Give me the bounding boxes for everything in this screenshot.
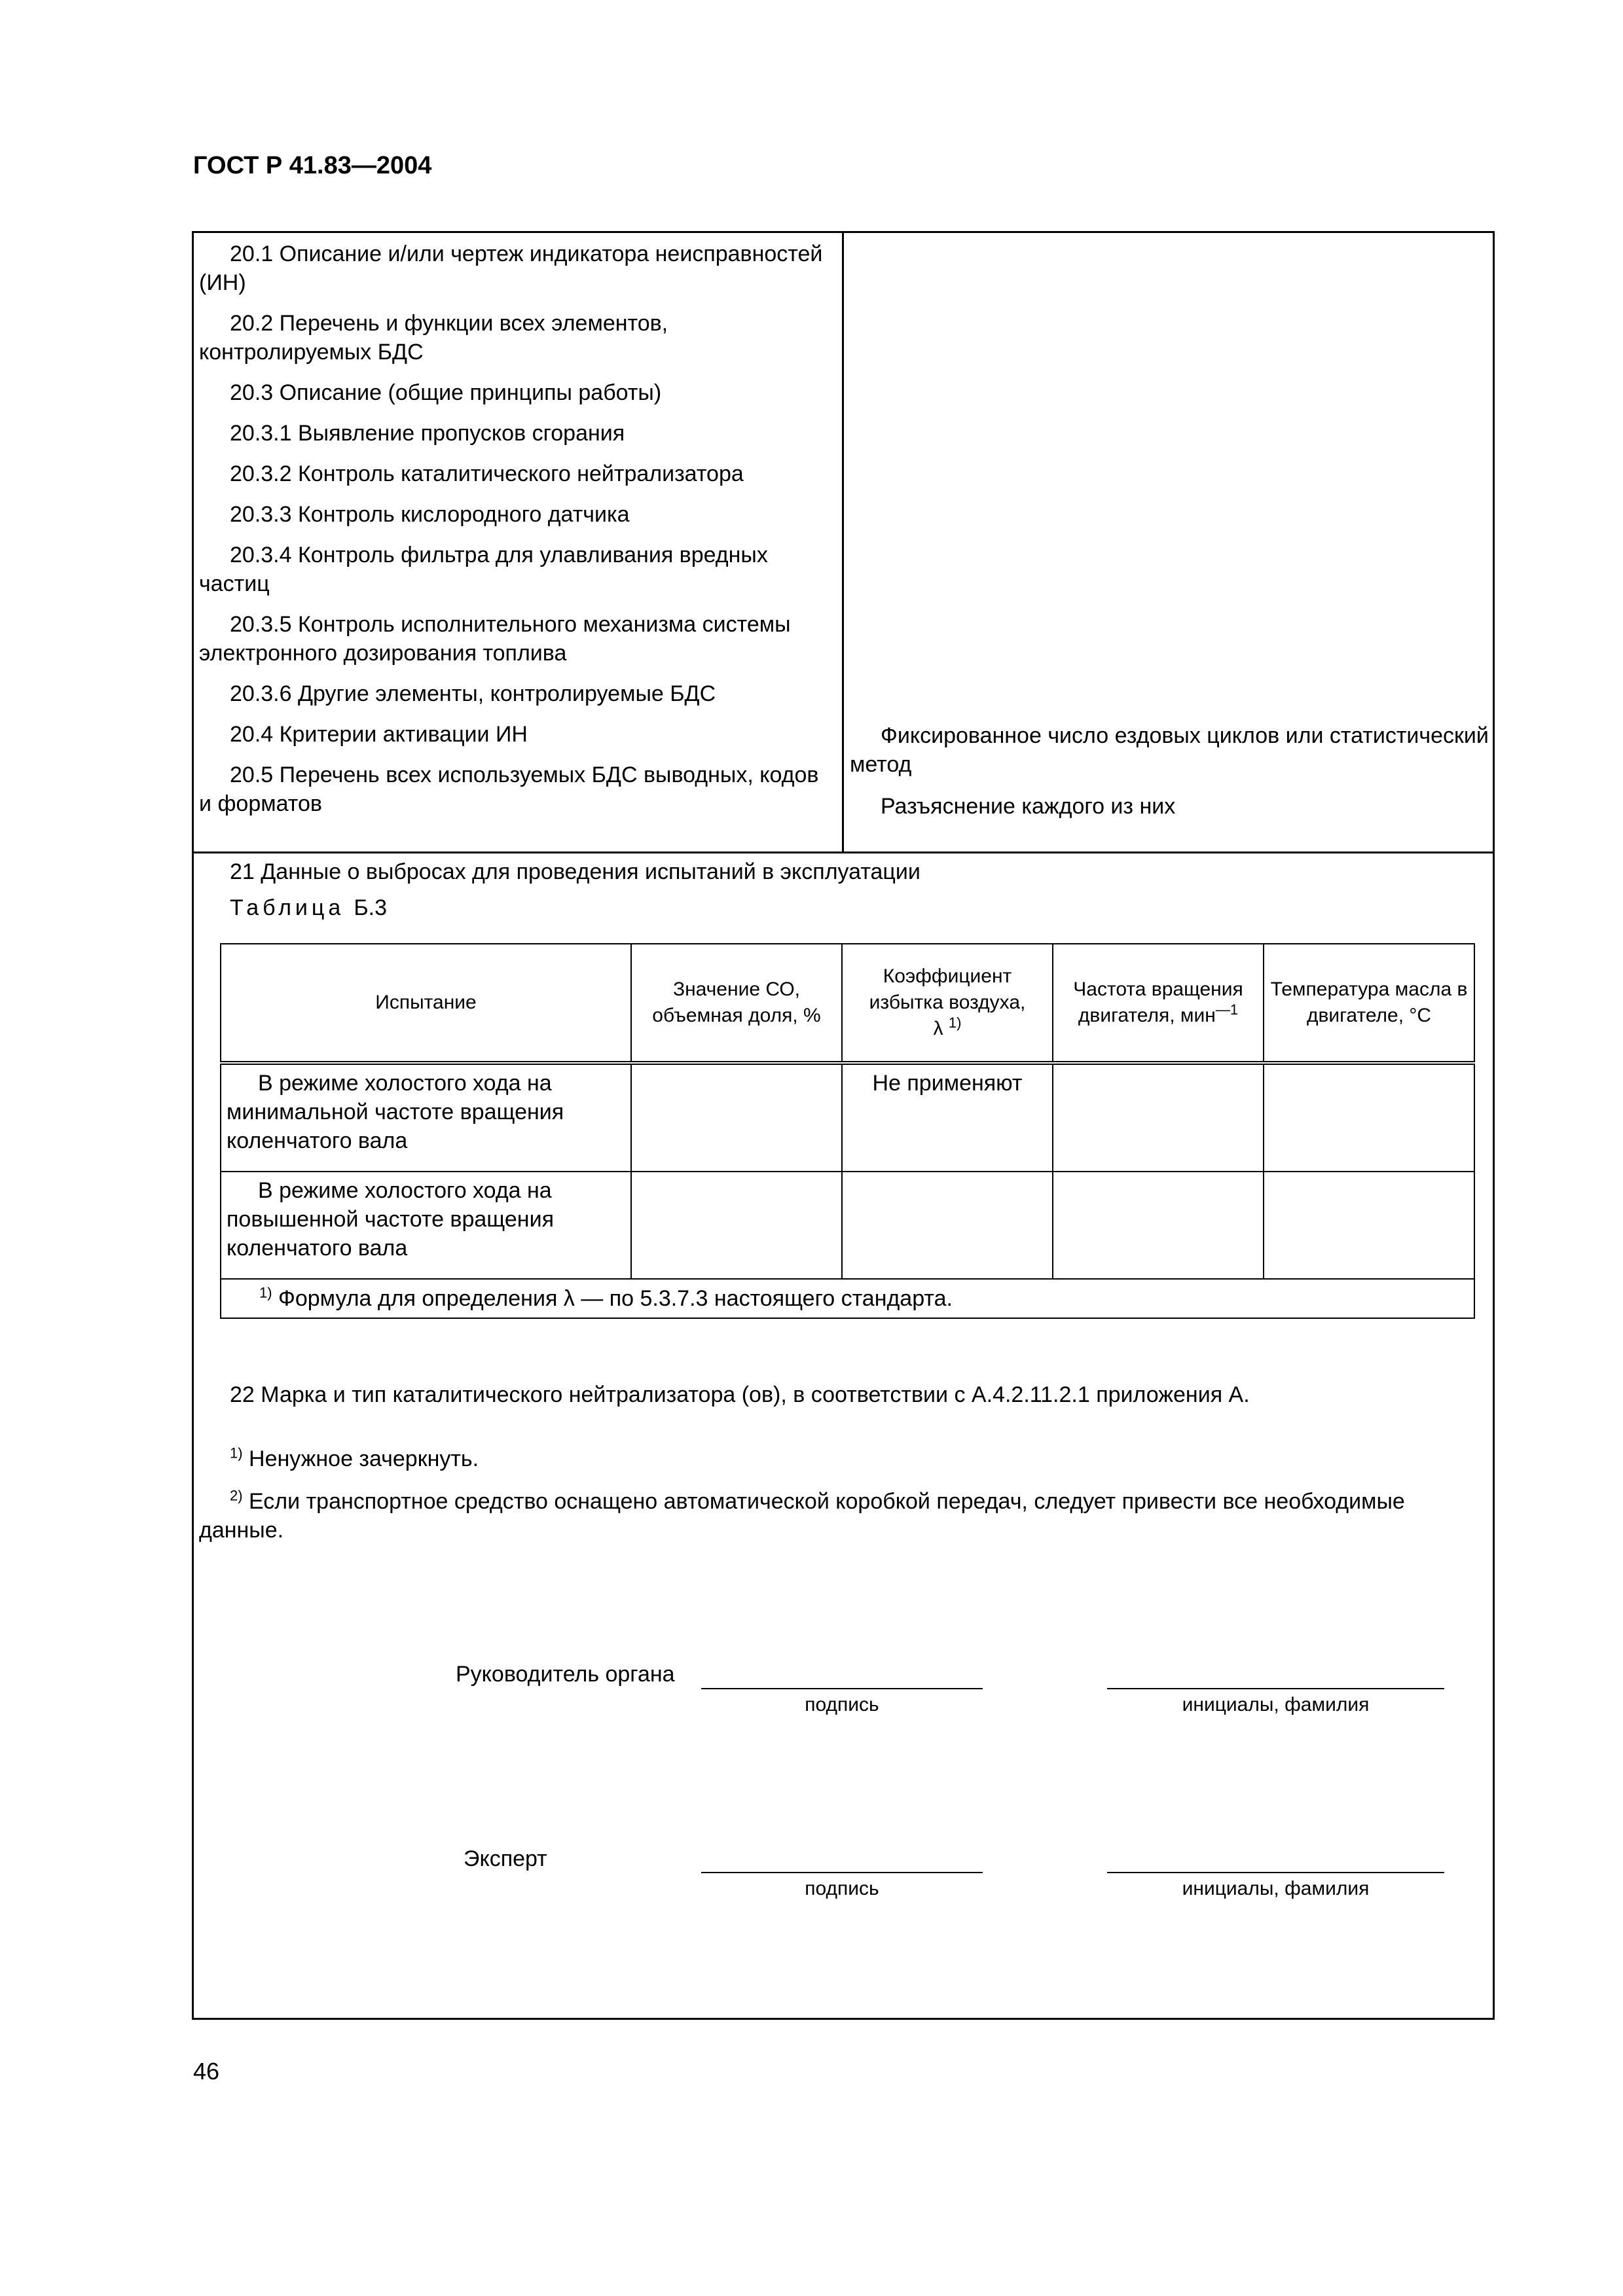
table-note-row [221,1279,1474,1318]
col-header-lambda-text: Коэффициент избытка воздуха, [869,965,1026,1013]
expert-signature-caption: подпись [805,1878,879,1899]
item-20-2: 20.2 Перечень и функции всех элементов, контролируемых БДС [199,311,668,365]
cell-lambda: Не применяют [842,1063,1053,1172]
head-name-line[interactable] [1107,1688,1444,1689]
table-caption-word: Таблица [230,895,345,920]
head-name-caption: инициалы, фамилия [1182,1694,1370,1715]
item-20-3-1: 20.3.1 Выявление пропусков сгорания [230,421,625,446]
cell-test: В режиме холостого хода на повышенной частоте вращения коленчатого вала [221,1172,631,1279]
form-frame [192,231,1495,2020]
col-header-lambda-footnote-mark: 1) [948,1014,962,1031]
page-number: 46 [193,2058,220,2085]
document-header: ГОСТ Р 41.83—2004 [193,152,432,179]
answer-20-4: Фиксированное число ездовых циклов или статистический метод [850,723,1489,777]
table-row [221,1172,1474,1279]
table-note-mark: 1) [259,1284,272,1301]
item-20-1: 20.1 Описание и/или чертеж индикатора неисправностей (ИН) [199,242,823,295]
cell-oil[interactable] [1264,1172,1474,1279]
head-label: Руководитель органа [456,1662,675,1687]
item-20-3-4: 20.3.4 Контроль фильтра для улавливания вредных частиц [199,543,768,596]
cell-lambda[interactable] [842,1172,1053,1279]
section-20-items [199,240,834,830]
cell-rpm[interactable] [1053,1063,1264,1172]
footnote-1 [199,1444,1489,1473]
table-note-text: Формула для определения λ — по 5.3.7.3 настоящего стандарта. [278,1286,953,1311]
col-header-lambda-symbol: λ [933,1018,943,1039]
cell-oil[interactable] [1264,1063,1474,1172]
cell-co[interactable] [631,1063,842,1172]
footnote-2-text: Если транспортное средство оснащено автоматической коробкой передач, следует привести все необходимые данные. [199,1489,1405,1543]
col-header-test: Испытание [221,944,631,1063]
table-caption [230,895,387,921]
footnote-1-text: Ненужное зачеркнуть. [249,1446,479,1471]
expert-label: Эксперт [464,1846,547,1871]
item-20-4: 20.4 Критерии активации ИН [230,722,528,747]
cell-rpm[interactable] [1053,1172,1264,1279]
table-header-row [221,944,1474,1063]
col-header-rpm-exponent: —1 [1215,1001,1239,1018]
table-note [221,1279,1474,1318]
item-20-3: 20.3 Описание (общие принципы работы) [230,380,662,405]
head-signature-caption: подпись [805,1694,879,1715]
section-22-text: 22 Марка и тип каталитического нейтрализатора (ов), в соответствии с А.4.2.11.2.1 приложения А. [230,1382,1250,1407]
answer-20-5: Разъяснение каждого из них [881,794,1176,819]
cell-co[interactable] [631,1172,842,1279]
item-20-5: 20.5 Перечень всех используемых БДС выводных, кодов и форматов [199,762,819,816]
table-row [221,1063,1474,1172]
col-header-lambda [842,944,1053,1063]
expert-name-line[interactable] [1107,1872,1444,1873]
table-caption-number: Б.3 [354,895,387,920]
cell-test: В режиме холостого хода на минимальной частоте вращения коленчатого вала [221,1063,631,1172]
expert-signature-line[interactable] [701,1872,983,1873]
footnote-1-mark: 1) [230,1444,243,1462]
col-header-oil: Температура масла в двигателе, °С [1264,944,1474,1063]
emissions-table [220,943,1475,1319]
col-header-rpm [1053,944,1264,1063]
footnote-2 [199,1487,1489,1545]
item-20-3-5: 20.3.5 Контроль исполнительного механизма системы электронного дозирования топлива [199,612,791,666]
item-20-3-6: 20.3.6 Другие элементы, контролируемые БДС [230,681,716,706]
item-20-3-2: 20.3.2 Контроль каталитического нейтрализатора [230,461,744,486]
footnote-2-mark: 2) [230,1487,243,1504]
column-divider [842,233,844,852]
section-21-heading: 21 Данные о выбросах для проведения испытаний в эксплуатации [230,859,921,884]
col-header-rpm-text: Частота вращения двигателя, мин [1073,978,1243,1026]
expert-name-caption: инициалы, фамилия [1182,1878,1370,1899]
col-header-co: Значение СО, объемная доля, % [631,944,842,1063]
section-20-block [194,233,1493,853]
item-20-3-3: 20.3.3 Контроль кислородного датчика [230,502,630,527]
head-signature-line[interactable] [701,1688,983,1689]
